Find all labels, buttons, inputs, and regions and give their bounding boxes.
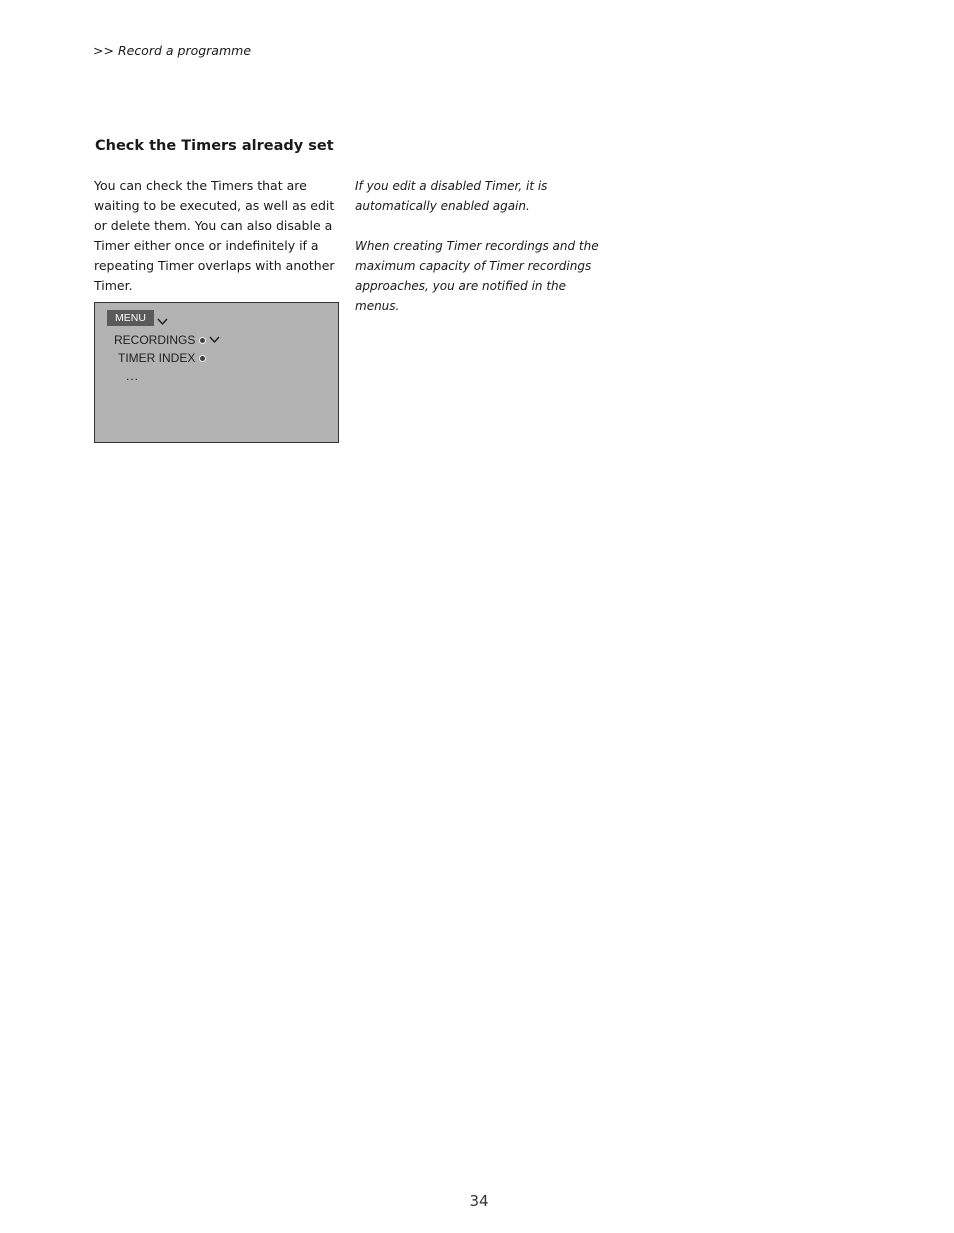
menu-screen-illustration — [94, 302, 339, 443]
menu-item-recordings — [114, 333, 220, 347]
menu-tab: MENU — [107, 310, 154, 326]
menu-ellipsis: ... — [126, 369, 140, 383]
bullet-icon — [199, 355, 206, 362]
chevron-down-icon — [157, 318, 168, 326]
section-heading: Check the Timers already set — [95, 138, 334, 154]
note-capacity: When creating Timer recordings and the maximum capacity of Timer recordings approaches, you are notified in the menus. — [355, 239, 599, 313]
bullet-icon — [199, 337, 206, 344]
menu-item-timer-index-label: TIMER INDEX — [118, 351, 196, 365]
section-body-text: You can check the Timers that are waiting to be executed, as well as edit or delete them. You can also disable a Timer either once or indefinitely if a repeating Timer overlaps with another Timer. — [94, 178, 335, 293]
chevron-down-icon — [209, 336, 220, 344]
note-disabled-timer: If you edit a disabled Timer, it is automatically enabled again. — [355, 179, 548, 213]
breadcrumb — [93, 43, 251, 58]
breadcrumb-text: Record a programme — [117, 43, 252, 58]
menu-item-recordings-label: RECORDINGS — [114, 333, 196, 347]
side-notes — [355, 176, 600, 336]
page-number: 34 — [469, 1192, 489, 1210]
menu-item-timer-index — [118, 351, 206, 365]
breadcrumb-arrows: >> — [93, 43, 114, 58]
